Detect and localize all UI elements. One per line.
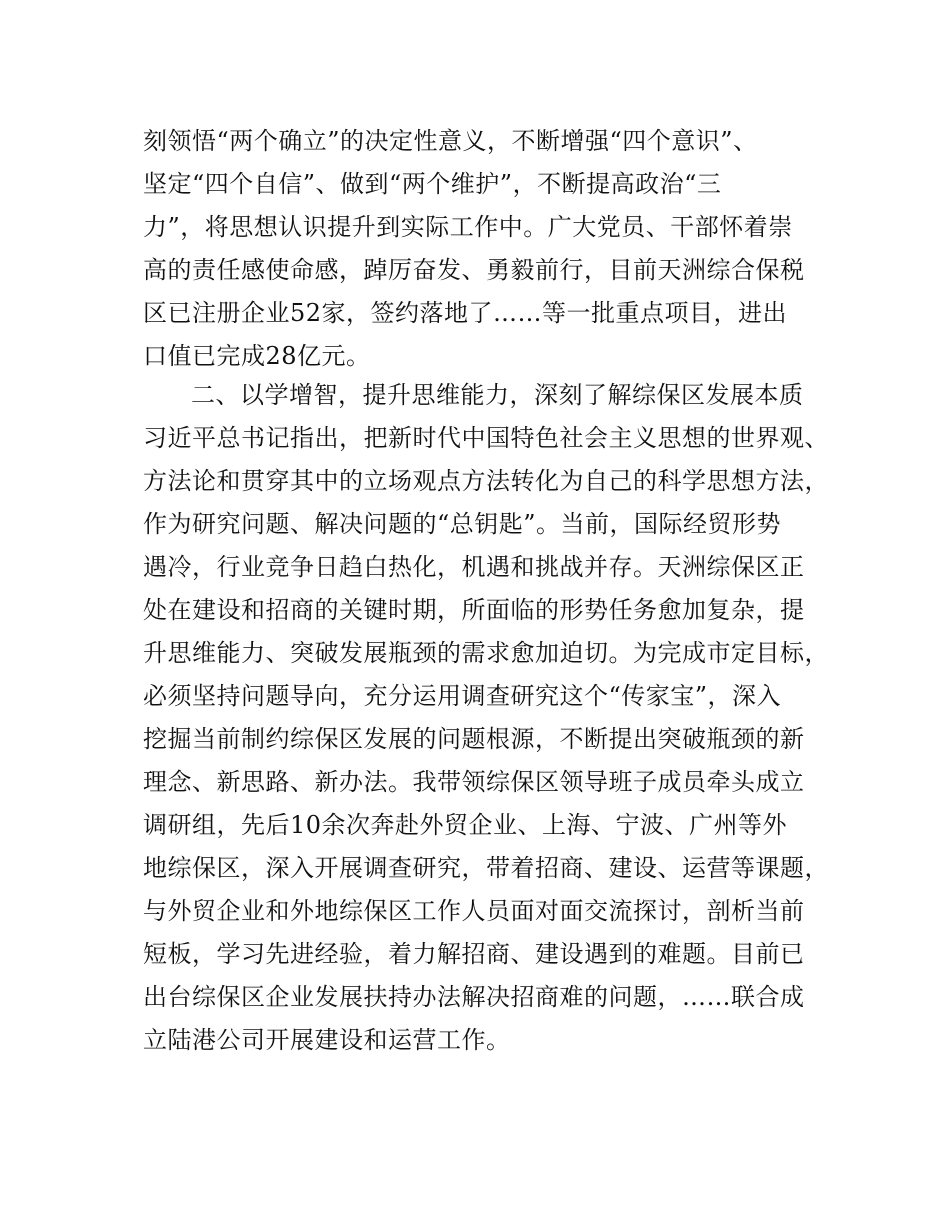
text-line: 习近平总书记指出，把新时代中国特色社会主义思想的世界观、 [143,424,829,452]
text-line: 调研组，先后10余次奔赴外贸企业、上海、宁波、广州等外 [143,811,788,839]
text-line: 立陆港公司开展建设和运营工作。 [143,1026,511,1054]
text-line: 升思维能力、突破发展瓶颈的需求愈加迫切。为完成市定目标， [143,639,829,667]
text-line: 与外贸企业和外地综保区工作人员面对面交流探讨，剖析当前 [143,897,805,925]
text-line: 理念、新思路、新办法。我带领综保区领导班子成员牵头成立 [143,768,805,796]
text-line: 出台综保区企业发展扶持办法解决招商难的问题，……联合成 [143,983,805,1011]
section-heading: 二、以学增智，提升思维能力，深刻了解综保区发展本质 [191,381,804,409]
text-line: 必须坚持问题导向，充分运用调查研究这个“传家宝”，深入 [143,682,782,710]
paragraph-1 [143,120,823,378]
text-line: 力”，将思想认识提升到实际工作中。广大党员、干部怀着崇 [143,213,793,241]
text-line: 刻领悟“两个确立”的决定性意义，不断增强“四个意识”、 [143,127,758,155]
text-line: 遇冷，行业竞争日趋白热化，机遇和挑战并存。天洲综保区正 [143,553,805,581]
text-line: 坚定“四个自信”、做到“两个维护”，不断提高政治“三 [143,170,722,198]
text-line: 口值已完成28亿元。 [143,342,371,370]
text-line: 短板，学习先进经验，着力解招商、建设遇到的难题。目前已 [143,940,805,968]
paragraph-2 [143,374,829,1062]
text-line: 挖掘当前制约综保区发展的问题根源，不断提出突破瓶颈的新 [143,725,805,753]
text-line: 作为研究问题、解决问题的“总钥匙”。当前，国际经贸形势 [143,510,782,538]
text-line: 地综保区，深入开展调查研究，带着招商、建设、运营等课题， [143,854,829,882]
text-line: 高的责任感使命感，踔厉奋发、勇毅前行，目前天洲综合保税 [143,256,805,284]
text-line: 方法论和贯穿其中的立场观点方法转化为自己的科学思想方法， [143,467,829,495]
text-line: 处在建设和招商的关键时期，所面临的形势任务愈加复杂，提 [143,596,805,624]
text-line: 区已注册企业52家，签约落地了……等一批重点项目，进出 [143,299,788,327]
